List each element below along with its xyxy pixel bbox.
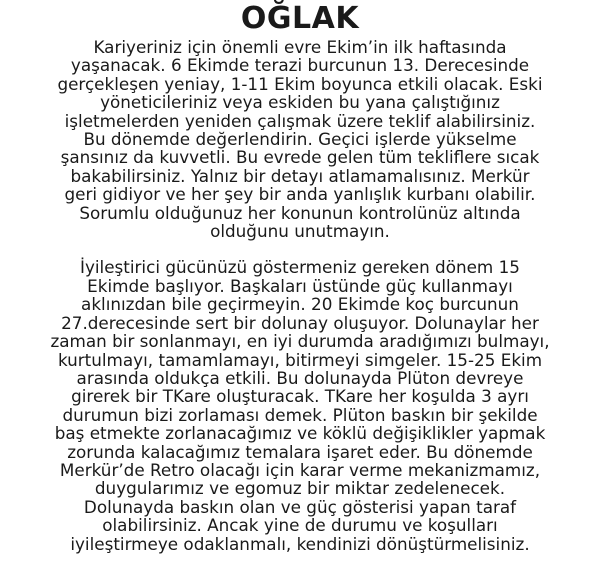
paragraph-line: Merkür’de Retro olacağı için karar verme mekanizmamız,	[59, 459, 541, 480]
paragraph-line: zorunda kalacağımız temalara işaret eder. Bu dönemde	[67, 441, 533, 462]
paragraph-line: olduğunu unutmayın.	[210, 221, 390, 242]
paragraph-line: Sorumlu olduğunuz her konunun kontrolünüz altında	[79, 202, 521, 223]
paragraph-line: 27.derecesinde sert bir dolunay oluşuyor. Dolunaylar her	[61, 312, 539, 333]
paragraph-line: aklınızdan bile geçirmeyin. 20 Ekimde koç burcunun	[81, 294, 519, 315]
paragraph-spacer	[0, 240, 600, 258]
paragraph-line: iyileştirmeye odaklanmalı, kendinizi dönüştürmelisiniz.	[70, 533, 530, 554]
paragraph-line: geri gidiyor ve her şey bir anda yanlışlık kurbanı olabilir.	[64, 184, 536, 205]
paragraph-line: Kariyeriniz için önemli evre Ekim’in ilk haftasında	[93, 37, 507, 57]
paragraph-line: Ekimde başlıyor. Başkaları üstünde güç kullanmayı	[87, 275, 513, 296]
paragraph-line: olabilirsiniz. Ancak yine de durumu ve koşulları	[102, 515, 498, 536]
page-title: OĞLAK	[240, 1, 360, 36]
paragraph-line: şansınız da kuvvetli. Bu evrede gelen tüm tekliflere sıcak	[60, 147, 540, 168]
paragraph-line: girerek bir TKare oluşturacak. TKare her koşulda 3 ayrı	[71, 386, 529, 407]
paragraph-line: kurtulmayı, tamamlamayı, bitirmeyi simgeler. 15-25 Ekim	[57, 349, 543, 370]
paragraph-line: arasında oldukça etkili. Bu dolunayda Plüton devreye	[76, 367, 524, 388]
paragraph-line: İyileştirici gücünüzü göstermeniz gereken dönem 15	[80, 257, 520, 278]
paragraph-line: Bu dönemde değerlendirin. Geçici işlerde yükselme	[83, 129, 517, 150]
paragraph-line: bakabilirsiniz. Yalnız bir detayı atlamamalısınız. Merkür	[70, 165, 530, 186]
paragraph-line: yaşanacak. 6 Ekimde terazi burcunun 13. Derecesinde	[70, 55, 530, 76]
paragraph-line: gerçekleşen yeniay, 1-11 Ekim boyunca etkili olacak. Eski	[57, 73, 543, 94]
paragraph-line: zaman bir sonlanmayı, en iyi durumda aradığımızı bulmayı,	[50, 331, 550, 352]
paragraph-line: baş etmekte zorlanacağımız ve köklü değişiklikler yapmak	[54, 423, 546, 444]
paragraph-line: Dolunayda baskın olan ve güç gösterisi yapan taraf	[83, 496, 517, 517]
paragraph-line: yöneticileriniz veya eskiden bu yana çalıştığınız	[100, 92, 500, 113]
paragraph-line: durumun bizi zorlaması demek. Plüton baskın bir şekilde	[62, 404, 538, 425]
paragraph-full-moon	[0, 258, 600, 553]
paragraph-line: duygularımız ve egomuz bir miktar zedelenecek.	[94, 478, 506, 499]
paragraph-career	[0, 38, 600, 240]
paragraph-line: işletmelerden yeniden çalışmak üzere teklif alabilirsiniz.	[64, 110, 536, 131]
